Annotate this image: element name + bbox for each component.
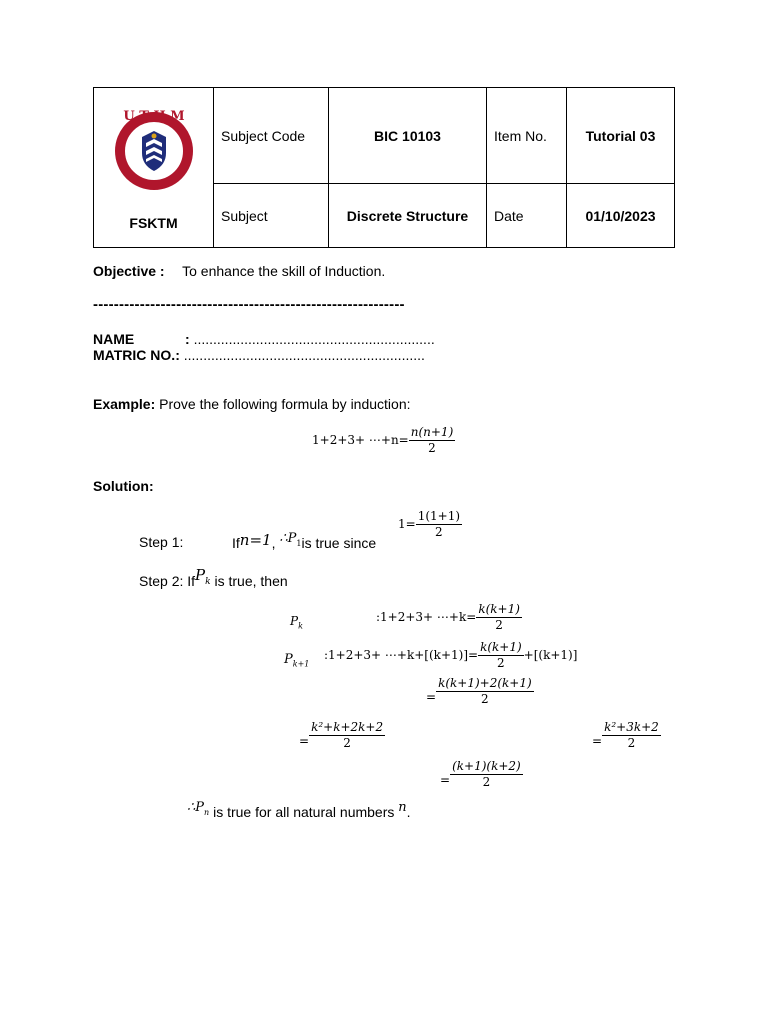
faculty-label: FSKTM	[129, 214, 178, 231]
subject-value: Discrete Structure	[329, 184, 487, 248]
pk1-num: k(k+1)	[480, 640, 522, 654]
line4b-eq: =	[592, 734, 603, 748]
step1-comma: ,	[271, 535, 276, 551]
step2-prefix: Step 2: If	[139, 573, 196, 589]
line3-equation	[426, 677, 534, 706]
subject-code-value: BIC 10103	[329, 88, 487, 184]
date-value: 01/10/2023	[567, 184, 675, 248]
conclusion-sub: n	[204, 807, 210, 817]
example-line	[93, 396, 411, 412]
step2-line	[139, 566, 288, 587]
step2-var: P	[195, 566, 206, 584]
line3-eq: =	[426, 690, 437, 704]
line4b-den: 2	[627, 736, 636, 750]
name-row	[93, 331, 435, 347]
step1-equation	[398, 510, 462, 539]
conclusion-var: n	[398, 800, 407, 815]
line5-eq: =	[440, 773, 451, 787]
example-formula-fraction	[409, 426, 456, 455]
line4b-equation	[592, 721, 661, 750]
item-no-value: Tutorial 03	[567, 88, 675, 184]
pk1-equation	[324, 641, 577, 670]
step2-sub: k	[205, 576, 211, 587]
line4b-num: k²+3k+2	[604, 720, 659, 734]
conclusion-text: is true for all natural numbers	[213, 804, 395, 820]
step1-therefore: ∴P	[279, 531, 297, 546]
step1-eq-fraction	[416, 510, 462, 539]
line3-den: 2	[481, 692, 489, 706]
step1-line	[232, 528, 377, 551]
pk1-label	[284, 652, 309, 668]
pk1-tail: +[(k+1)]	[523, 648, 578, 662]
pk1-var: P	[284, 652, 293, 667]
pk-label	[290, 614, 303, 630]
objective-line	[93, 263, 385, 279]
line4-eq: =	[299, 734, 310, 748]
pk1-sub: k+1	[292, 659, 310, 669]
line4-equation	[299, 721, 385, 750]
subject-label: Subject	[214, 184, 329, 248]
subject-code-label: Subject Code	[214, 88, 329, 184]
step1-eq-lhs: 1=	[398, 517, 416, 531]
step1-label: Step 1:	[139, 534, 184, 550]
name-label: NAME	[93, 331, 135, 347]
line5-fraction	[450, 760, 523, 789]
conclusion-sym: ∴P	[187, 800, 205, 815]
header-table	[93, 87, 675, 248]
matric-colon: :	[175, 347, 180, 363]
example-formula-lhs: 1+2+3+ ⋯+n=	[312, 433, 409, 447]
conclusion-end: .	[406, 804, 411, 820]
pk-sub: k	[298, 621, 303, 631]
pk1-den: 2	[497, 656, 505, 670]
line4-fraction	[309, 721, 385, 750]
step1-sub: 1	[296, 538, 302, 548]
example-formula	[312, 426, 455, 455]
example-text: Prove the following formula by induction:	[159, 396, 411, 412]
objective-label: Objective :	[93, 263, 165, 279]
step1-eq-num: 1(1+1)	[417, 509, 461, 523]
dashed-divider: ------------------------------------------------------------	[93, 296, 405, 313]
line5-den: 2	[482, 775, 491, 789]
pk-equation	[376, 603, 522, 632]
conclusion-line	[187, 798, 411, 820]
line5-num: (k+1)(k+2)	[452, 759, 521, 773]
pk-expr: :1+2+3+ ⋯+k=	[376, 610, 477, 624]
objective-text: To enhance the skill of Induction.	[182, 263, 386, 279]
date-label: Date	[487, 184, 567, 248]
item-no-label: Item No.	[487, 88, 567, 184]
step1-if: If	[232, 535, 240, 551]
name-dots: ..............................................................	[193, 331, 435, 347]
pk1-fraction	[478, 641, 524, 670]
matric-dots: ..............................................................	[183, 347, 425, 363]
pk-num: k(k+1)	[478, 602, 520, 616]
example-label: Example:	[93, 396, 156, 412]
line3-fraction	[436, 677, 534, 706]
logo-cell	[94, 88, 214, 248]
line4b-fraction	[602, 721, 661, 750]
line3-num: k(k+1)+2(k+1)	[438, 676, 532, 690]
pk-fraction	[476, 603, 522, 632]
pk-var: P	[290, 614, 299, 628]
line4-den: 2	[343, 736, 351, 750]
matric-label: MATRIC NO.	[93, 347, 176, 363]
pk1-expr: :1+2+3+ ⋯+k+[(k+1)]=	[324, 648, 479, 662]
example-formula-num: n(n+1)	[410, 425, 454, 439]
uthm-logo	[102, 107, 206, 191]
example-formula-den: 2	[428, 441, 436, 455]
step1-text: is true since	[301, 535, 377, 551]
step1-eq-den: 2	[435, 525, 443, 539]
solution-label: Solution:	[93, 478, 154, 494]
step2-text: is true, then	[214, 573, 288, 589]
pk-den: 2	[495, 618, 503, 632]
line5-equation	[440, 760, 523, 789]
matric-row	[93, 347, 425, 363]
name-colon: :	[185, 331, 190, 347]
step1-cond: n=1	[239, 531, 272, 549]
logo-text-top: U T H M	[122, 108, 185, 124]
line4-num: k²+k+2k+2	[311, 720, 384, 734]
